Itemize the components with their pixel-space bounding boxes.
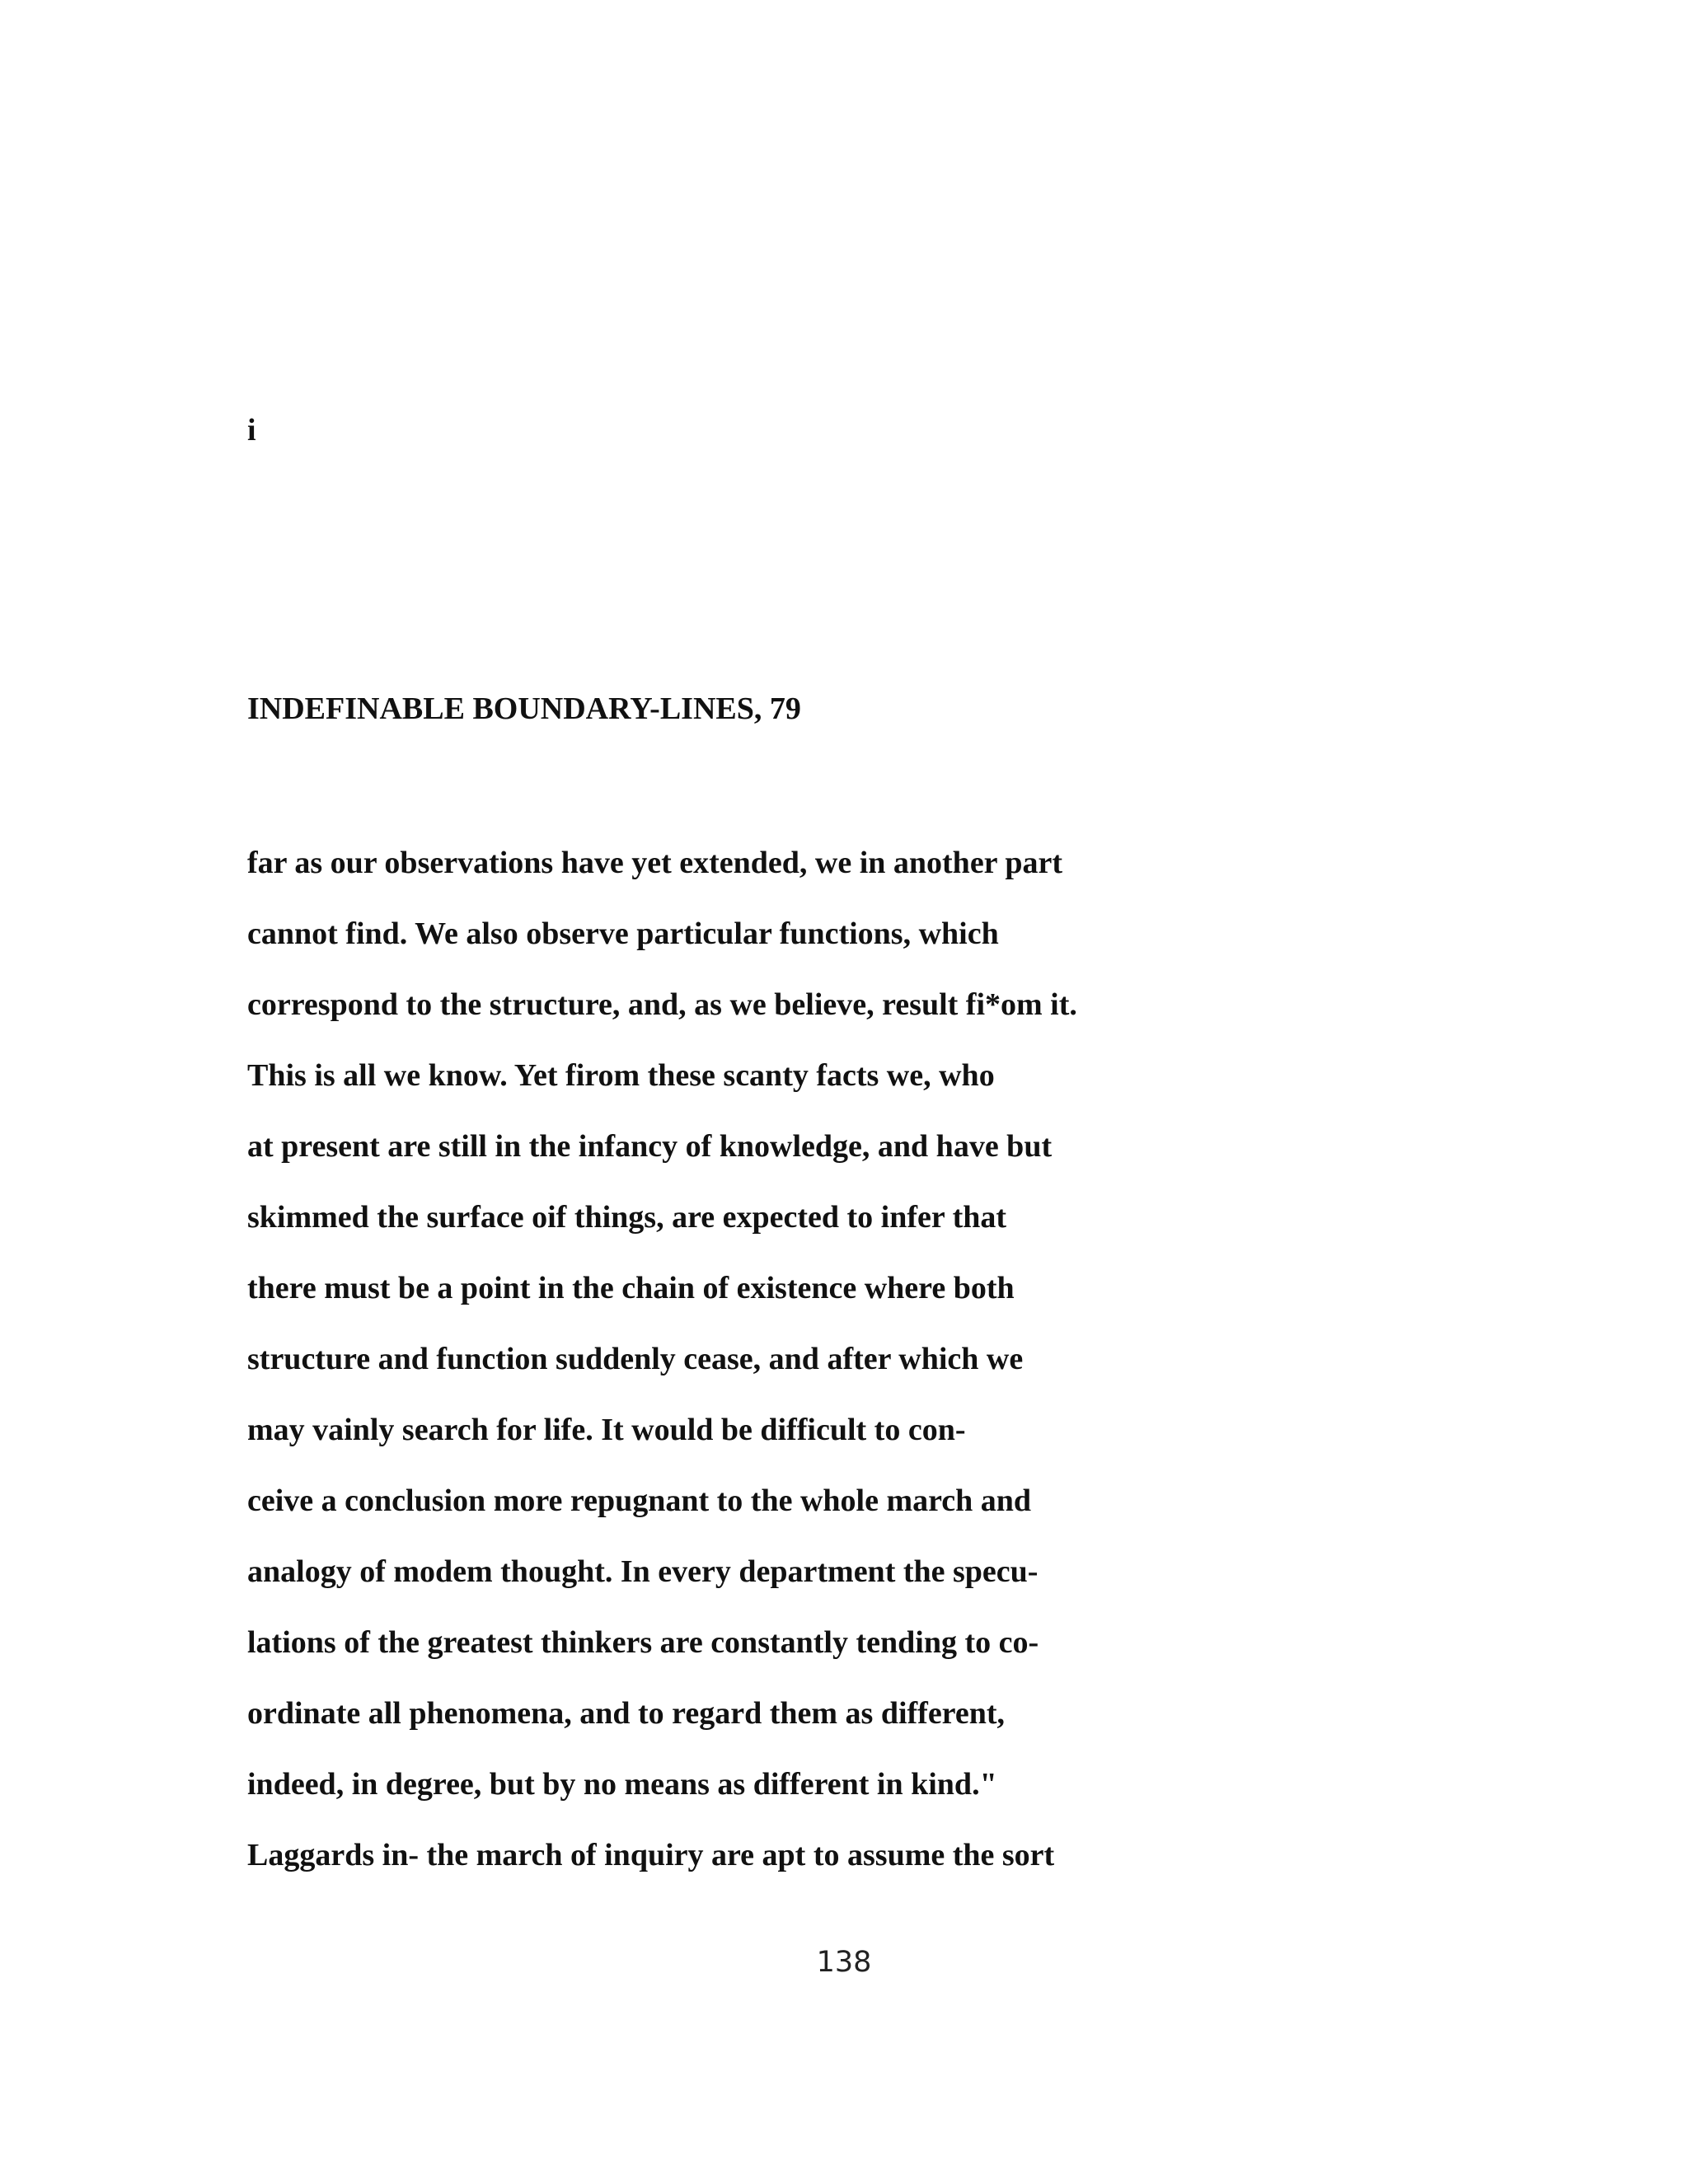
page-marker: i bbox=[247, 413, 256, 448]
text-line: structure and function suddenly cease, and after which we bbox=[247, 1342, 1024, 1376]
text-line: may vainly search for life. It would be difficult to con- bbox=[247, 1413, 966, 1447]
text-line: analogy of modem thought. In every department the specu- bbox=[247, 1554, 1039, 1589]
text-line: correspond to the structure, and, as we believe, result fi*om it. bbox=[247, 987, 1077, 1022]
body-text bbox=[247, 827, 1484, 1891]
page-number: 138 bbox=[816, 1946, 872, 1979]
text-line: skimmed the surface oif things, are expected to infer that bbox=[247, 1200, 1007, 1235]
running-head: INDEFINABLE BOUNDARY-LINES, 79 bbox=[247, 691, 801, 726]
text-line: This is all we know. Yet firom these scanty facts we, who bbox=[247, 1058, 995, 1093]
text-line: at present are still in the infancy of knowledge, and have but bbox=[247, 1129, 1053, 1164]
text-line: ordinate all phenomena, and to regard them as different, bbox=[247, 1696, 1006, 1731]
text-line: indeed, in degree, but by no means as different in kind." bbox=[247, 1767, 997, 1802]
text-line: ceive a conclusion more repugnant to the whole march and bbox=[247, 1483, 1032, 1518]
text-line: lations of the greatest thinkers are constantly tending to co- bbox=[247, 1625, 1039, 1660]
text-line: cannot find. We also observe particular functions, which bbox=[247, 916, 999, 951]
text-line: far as our observations have yet extended, we in another part bbox=[247, 846, 1063, 880]
text-line: there must be a point in the chain of existence where both bbox=[247, 1271, 1015, 1305]
text-line: Laggards in- the march of inquiry are apt to assume the sort bbox=[247, 1838, 1055, 1872]
